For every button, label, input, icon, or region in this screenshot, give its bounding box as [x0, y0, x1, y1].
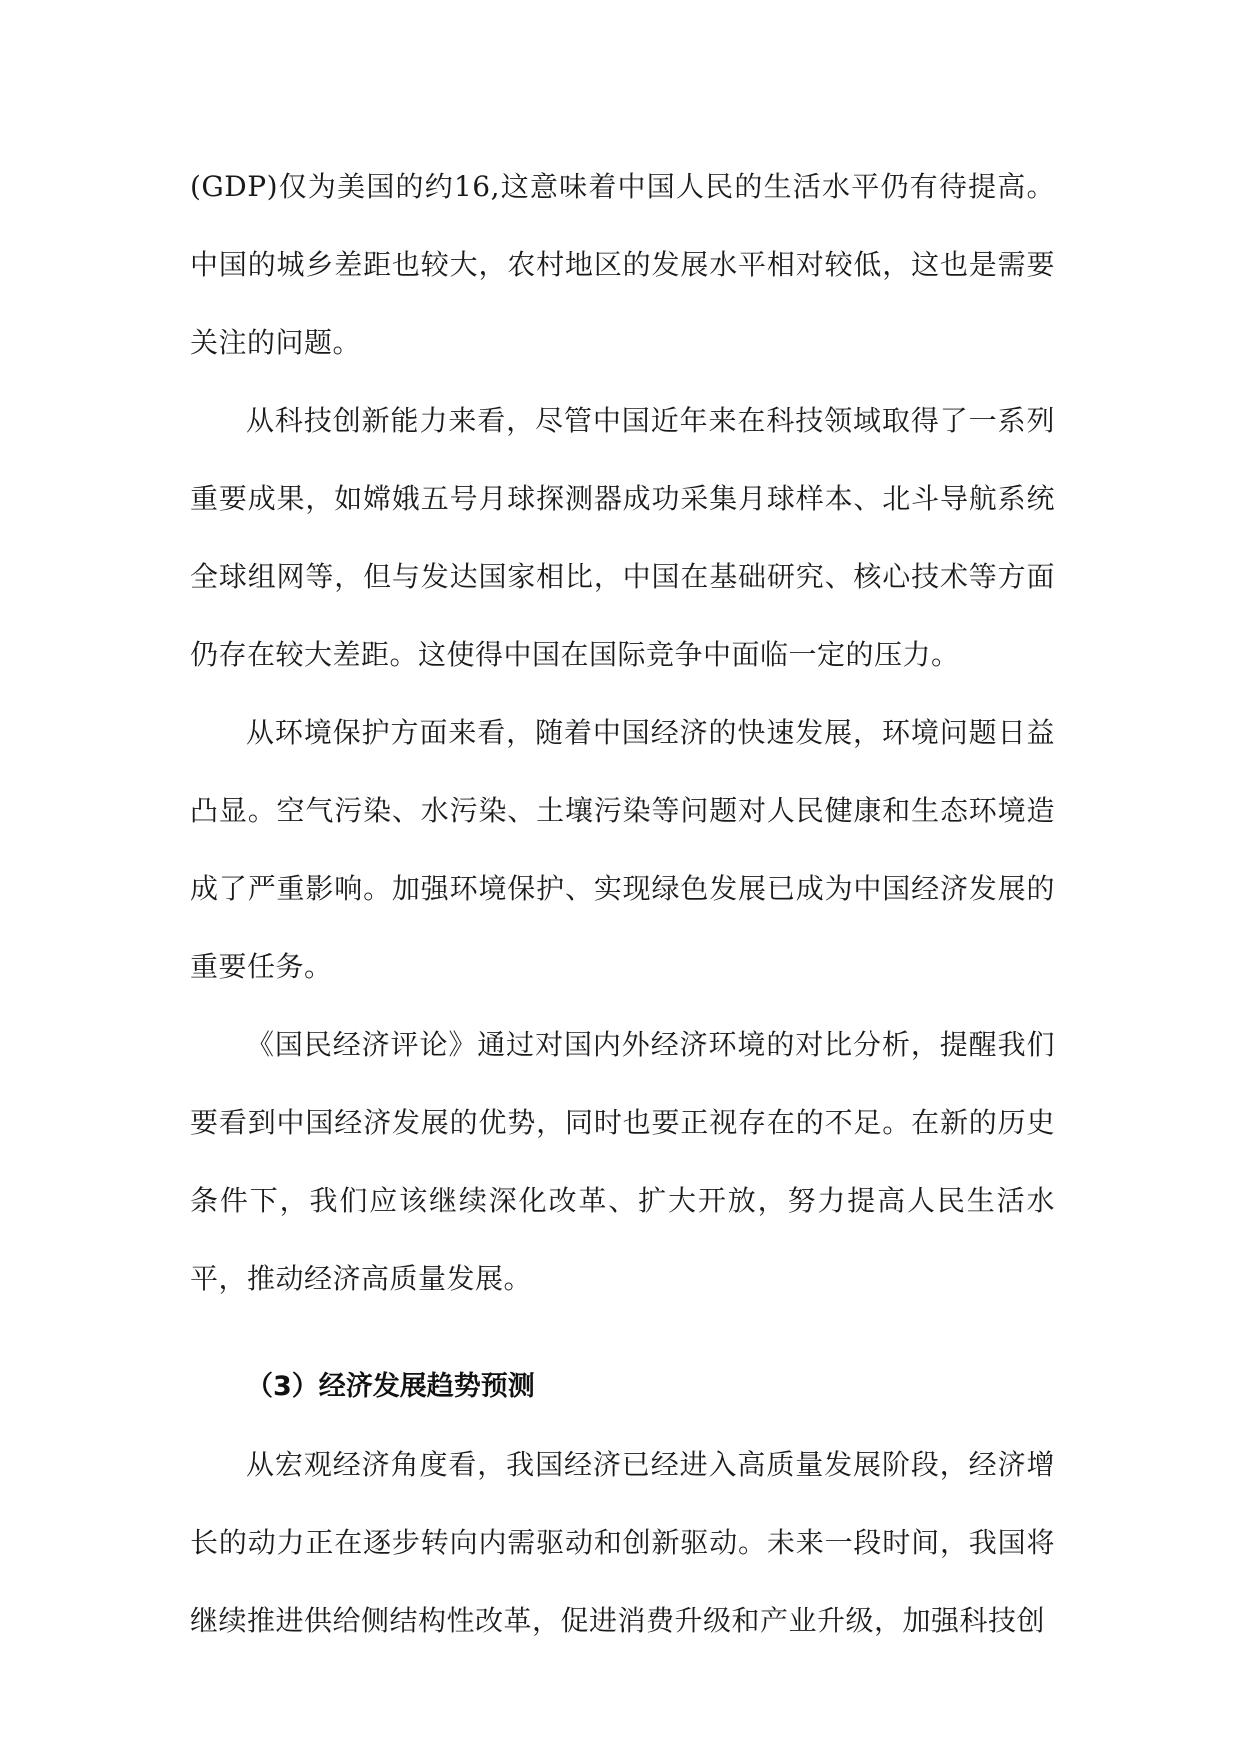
paragraph-review: 《国民经济评论》通过对国内外经济环境的对比分析，提醒我们要看到中国经济发展的优势，同时也要正视存在的不足。在新的历史条件下，我们应该继续深化改革、扩大开放，努力提高人民生活水平，推动经济高质量发展。: [190, 1028, 1055, 1295]
section-heading: （3）经济发展趋势预测: [246, 1371, 535, 1402]
paragraph-environment: 从环境保护方面来看，随着中国经济的快速发展，环境问题日益凸显。空气污染、水污染、土壤污染等问题对人民健康和生态环境造成了严重影响。加强环境保护、实现绿色发展已成为中国经济发展的重要任务。: [190, 716, 1055, 983]
paragraph-technology: 从科技创新能力来看，尽管中国近年来在科技领域取得了一系列重要成果，如嫦娥五号月球探测器成功采集月球样本、北斗导航系统全球组网等，但与发达国家相比，中国在基础研究、核心技术等方面仍存在较大差距。这使得中国在国际竞争中面临一定的压力。: [190, 404, 1055, 671]
paragraph-gdp-continuation: (GDP)仅为美国的约16,这意味着中国人民的生活水平仍有待提高。中国的城乡差距也较大，农村地区的发展水平相对较低，这也是需要关注的问题。: [190, 170, 1055, 359]
paragraph-macro-outlook: 从宏观经济角度看，我国经济已经进入高质量发展阶段，经济增长的动力正在逐步转向内需驱动和创新驱动。未来一段时间，我国将继续推进供给侧结构性改革，促进消费升级和产业升级，加强科技创: [190, 1448, 1055, 1637]
document-body: [190, 148, 1055, 1660]
